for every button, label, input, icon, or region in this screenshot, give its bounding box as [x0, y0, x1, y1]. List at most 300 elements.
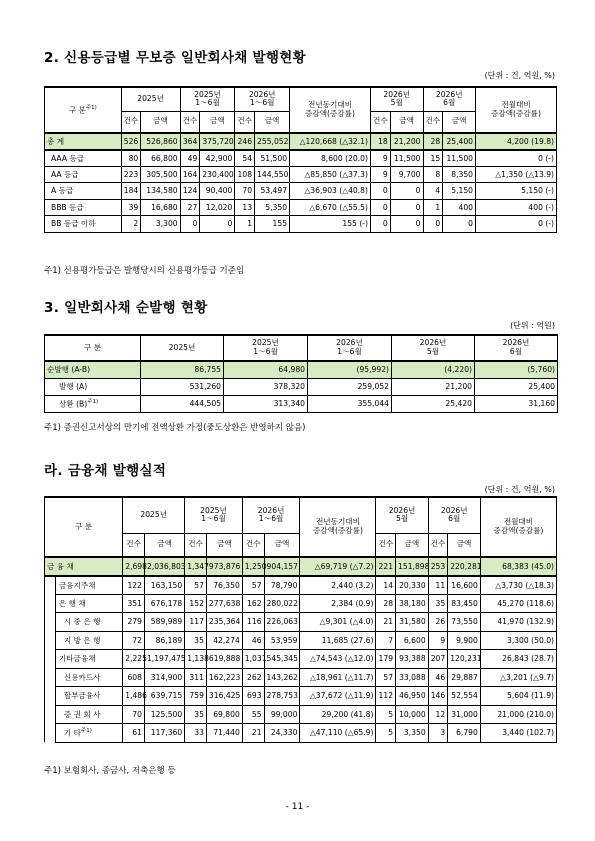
header-count: 건수	[242, 533, 264, 557]
count-cell: 35	[428, 594, 448, 613]
mom-change-cell	[476, 199, 557, 216]
yoy-change-cell-rate: (△12.0)	[344, 654, 374, 664]
mom-change-cell	[476, 150, 557, 167]
amount-cell: 69,800	[206, 705, 242, 724]
section-ra-title: 라. 금융채 발행실적	[44, 463, 167, 479]
row-label	[55, 631, 122, 650]
value-cell: 313,340	[224, 395, 308, 412]
mom-change-cell-amount: 4,200	[506, 136, 529, 146]
amount-cell: 0	[390, 199, 423, 216]
amount-cell: 280,022	[264, 594, 300, 613]
yoy-change-cell-rate: (△32.1)	[339, 136, 368, 146]
header-count: 건수	[123, 533, 145, 557]
table-row	[45, 183, 557, 200]
header-amount: 금액	[443, 111, 476, 133]
yoy-change-cell	[300, 650, 376, 669]
mom-change-cell-amount: 0	[538, 219, 543, 229]
mom-change-cell	[480, 687, 556, 706]
yoy-change-cell	[290, 150, 371, 167]
value-cell: 64,980	[224, 361, 308, 378]
amount-cell: 11,500	[390, 150, 423, 167]
header-amount: 금액	[390, 111, 423, 133]
indent-spacer	[45, 631, 56, 650]
row-label-text: 금융지주채	[58, 580, 96, 590]
mom-change-cell-amount: △3,730	[495, 580, 523, 590]
amount-cell: 155	[255, 216, 290, 233]
mom-change-cell-amount: 21,000	[497, 709, 524, 719]
yoy-change-cell-rate: (3.2)	[355, 580, 374, 590]
row-label	[55, 613, 122, 632]
mom-change-cell-amount: 68,383	[502, 561, 529, 571]
row-label-text: 순발행 (A-B)	[47, 365, 91, 375]
amount-cell: 125,500	[144, 705, 184, 724]
count-cell: 1	[235, 216, 255, 233]
yoy-change-cell	[290, 216, 371, 233]
yoy-change-cell-amount: 29,200	[321, 709, 349, 719]
amount-cell: 163,150	[144, 576, 184, 595]
amount-cell: 53,959	[264, 631, 300, 650]
table-row	[45, 395, 558, 412]
header-2025: 2025년	[141, 335, 224, 361]
mom-change-cell-amount: 3,440	[502, 728, 524, 738]
yoy-change-cell	[300, 594, 376, 613]
header-yoy: 전년동기대비 증감액(증감률)	[300, 497, 376, 557]
table-row	[45, 631, 557, 650]
amount-cell: 235,364	[206, 613, 242, 632]
header-2026-may: 2026년 5월	[392, 335, 475, 361]
count-cell: 0	[370, 199, 390, 216]
header-count: 건수	[428, 533, 448, 557]
count-cell: 15	[423, 150, 443, 167]
header-2026-jun: 2026년 6월	[423, 87, 476, 111]
count-cell: 33	[185, 724, 207, 743]
yoy-change-cell-amount: △6,670	[309, 202, 337, 212]
count-cell: 26	[428, 613, 448, 632]
table-row	[45, 576, 557, 595]
count-cell: 184	[121, 183, 141, 200]
header-2026-h1: 2026년 1～6월	[235, 87, 290, 111]
count-cell: 3	[428, 724, 448, 743]
amount-cell: 0	[390, 216, 423, 233]
mom-change-cell-amount: 5,604	[506, 691, 529, 701]
amount-cell: 6,600	[396, 631, 429, 650]
yoy-change-cell	[290, 199, 371, 216]
count-cell: 526	[121, 133, 141, 150]
row-label-text: 금 융 채	[47, 561, 74, 571]
table-row	[45, 724, 557, 743]
count-cell: 11	[428, 576, 448, 595]
header-count: 건수	[180, 111, 200, 133]
indent-spacer	[45, 724, 56, 743]
amount-cell: 134,580	[141, 183, 180, 200]
yoy-change-cell-rate: (-)	[359, 219, 368, 229]
amount-cell: 71,440	[206, 724, 242, 743]
amount-cell: 314,900	[144, 668, 184, 687]
amount-cell: 316,425	[206, 687, 242, 706]
count-cell: 122	[123, 576, 145, 595]
count-cell: 13	[235, 199, 255, 216]
yoy-change-cell	[300, 668, 376, 687]
value-cell: 86,755	[141, 361, 224, 378]
count-cell: 46	[428, 668, 448, 687]
amount-cell: 589,989	[144, 613, 184, 632]
row-label: A 등급	[45, 183, 122, 200]
amount-cell: 51,500	[255, 150, 290, 167]
count-cell: 364	[180, 133, 200, 150]
table-row	[45, 668, 557, 687]
table-row	[45, 650, 557, 669]
yoy-change-cell-amount: 11,685	[321, 635, 349, 645]
yoy-change-cell-amount: 2,440	[331, 580, 354, 590]
amount-cell: 120,231	[448, 650, 481, 669]
amount-cell: 53,497	[255, 183, 290, 200]
count-cell: 0	[180, 216, 200, 233]
mom-change-cell	[480, 594, 556, 613]
section-2-title: 2. 신용등급별 무보증 일반회사채 발행현황	[44, 50, 306, 66]
table-row	[45, 613, 557, 632]
yoy-change-cell-rate: (△4.0)	[349, 617, 374, 627]
count-cell: 2,698	[123, 557, 145, 576]
mom-change-cell	[476, 166, 557, 183]
section-3-title: 3. 일반회사채 순발행 현황	[44, 300, 208, 316]
value-cell: (4,220)	[392, 361, 475, 378]
value-cell: 31,160	[475, 395, 558, 412]
mom-change-cell-rate: (-)	[545, 153, 554, 163]
yoy-change-cell-rate: (△40.8)	[339, 186, 368, 196]
row-label: 총 계	[45, 133, 122, 150]
amount-cell: 8,350	[443, 166, 476, 183]
mom-change-cell	[480, 557, 556, 576]
count-cell: 1,031	[242, 650, 264, 669]
value-cell: (95,992)	[308, 361, 392, 378]
amount-cell: 38,180	[396, 594, 429, 613]
amount-cell: 42,274	[206, 631, 242, 650]
count-cell: 164	[180, 166, 200, 183]
table-row	[45, 378, 558, 395]
mom-change-cell-rate: (28.7)	[531, 654, 554, 664]
count-cell: 7	[376, 631, 396, 650]
amount-cell: 526,860	[141, 133, 180, 150]
count-cell: 55	[242, 705, 264, 724]
amount-cell: 220,281	[448, 557, 481, 576]
header-amount: 금액	[206, 533, 242, 557]
amount-cell: 16,600	[448, 576, 481, 595]
amount-cell: 76,350	[206, 576, 242, 595]
amount-cell: 90,400	[200, 183, 235, 200]
value-cell: 259,052	[308, 378, 392, 395]
amount-cell: 0	[443, 216, 476, 233]
amount-cell: 99,000	[264, 705, 300, 724]
yoy-change-cell-amount: 8,600	[320, 153, 343, 163]
mom-change-cell	[480, 576, 556, 595]
section-3-note: 주1) 증권신고서상의 만기에 전액상환 가정(중도상환은 반영하지 않음)	[44, 423, 306, 433]
amount-cell: 66,800	[141, 150, 180, 167]
amount-cell: 6,790	[448, 724, 481, 743]
mom-change-cell-rate: (50.0)	[531, 635, 554, 645]
mom-change-cell-rate: (△9.7)	[530, 672, 554, 682]
row-label-text: 기타금융채	[58, 654, 96, 664]
count-cell: 221	[376, 557, 396, 576]
row-label	[45, 395, 141, 412]
count-cell: 759	[185, 687, 207, 706]
header-gubun: 구 분	[45, 335, 141, 361]
amount-cell: 83,450	[448, 594, 481, 613]
mom-change-cell-amount: △1,350	[495, 169, 523, 179]
yoy-change-cell-amount: △9,301	[319, 617, 348, 627]
count-cell: 223	[121, 166, 141, 183]
yoy-change-cell	[290, 133, 371, 150]
table-row	[45, 361, 558, 378]
row-label	[55, 576, 122, 595]
yoy-change-cell-amount: 2,384	[331, 598, 354, 608]
section-2-note: 주1) 신용평가등급은 발행당시의 신용평가등급 기준임	[44, 266, 245, 276]
mom-change-cell	[480, 724, 556, 743]
row-label-text: 발행 (A)	[59, 382, 88, 391]
header-amount: 금액	[200, 111, 235, 133]
net-issuance-table	[44, 334, 558, 413]
count-cell: 21	[242, 724, 264, 743]
amount-cell: 0	[390, 183, 423, 200]
yoy-change-cell-amount: △36,903	[304, 186, 337, 196]
mom-change-cell-amount: 26,843	[502, 654, 529, 664]
yoy-change-cell	[300, 557, 376, 576]
count-cell: 70	[235, 183, 255, 200]
count-cell: 49	[180, 150, 200, 167]
table-row	[45, 557, 557, 576]
header-gubun: 구 분	[45, 497, 123, 557]
count-cell: 21	[376, 613, 396, 632]
mom-change-cell-rate: (118.6)	[526, 598, 554, 608]
count-cell: 1	[423, 199, 443, 216]
mom-change-cell-rate: (45.0)	[531, 561, 554, 571]
count-cell: 108	[235, 166, 255, 183]
amount-cell: 117,360	[144, 724, 184, 743]
amount-cell: 9,700	[390, 166, 423, 183]
yoy-change-cell	[300, 724, 376, 743]
count-cell: 2	[121, 216, 141, 233]
table-row	[45, 199, 557, 216]
count-cell: 1,347	[185, 557, 207, 576]
indent-spacer	[45, 705, 56, 724]
indent-spacer	[45, 576, 56, 595]
header-2026-may: 2026년 5월	[370, 87, 423, 111]
amount-cell: 10,000	[396, 705, 429, 724]
amount-cell: 230,400	[200, 166, 235, 183]
mom-change-cell-amount: 45,270	[497, 598, 524, 608]
value-cell: (5,760)	[475, 361, 558, 378]
header-amount: 금액	[141, 111, 180, 133]
count-cell: 9	[428, 631, 448, 650]
amount-cell: 255,052	[255, 133, 290, 150]
yoy-change-cell	[290, 166, 371, 183]
indent-spacer	[45, 650, 56, 669]
mom-change-cell-rate: (19.8)	[531, 136, 554, 146]
count-cell: 253	[428, 557, 448, 576]
section-2-unit: (단위 : 건, 억원, %)	[484, 71, 555, 80]
amount-cell: 3,300	[141, 216, 180, 233]
header-count: 건수	[423, 111, 443, 133]
row-label-text: 지 방 은 행	[63, 635, 101, 645]
header-2025-h1: 2025년 1～6월	[224, 335, 308, 361]
amount-cell: 973,876	[206, 557, 242, 576]
yoy-change-cell	[300, 687, 376, 706]
value-cell: 25,420	[392, 395, 475, 412]
count-cell: 80	[121, 150, 141, 167]
header-mom: 전월대비 증감액(증감률)	[480, 497, 556, 557]
count-cell: 693	[242, 687, 264, 706]
value-cell: 355,044	[308, 395, 392, 412]
row-label	[45, 378, 141, 395]
header-gubun: 구 분$^{주1)}$	[45, 87, 122, 133]
row-label-text: 기 타	[63, 729, 81, 739]
mom-change-cell-amount: 0	[538, 153, 543, 163]
amount-cell: 375,720	[200, 133, 235, 150]
count-cell: 1,138	[185, 650, 207, 669]
section-3-unit: (단위 : 억원)	[510, 321, 555, 330]
yoy-change-cell	[300, 613, 376, 632]
yoy-change-cell	[290, 183, 371, 200]
yoy-change-cell	[300, 576, 376, 595]
header-count: 건수	[376, 533, 396, 557]
row-label-text: 증 권 회 사	[63, 709, 101, 719]
amount-cell: 20,330	[396, 576, 429, 595]
mom-change-cell-rate: (-)	[545, 219, 554, 229]
amount-cell: 151,898	[396, 557, 429, 576]
amount-cell: 5,350	[255, 199, 290, 216]
header-2026-jun: 2026년 6월	[475, 335, 558, 361]
count-cell: 70	[123, 705, 145, 724]
count-cell: 1,250	[242, 557, 264, 576]
mom-change-cell-amount: 41,970	[497, 617, 524, 627]
yoy-change-cell-amount: △85,850	[304, 169, 337, 179]
row-label: AAA 등급	[45, 150, 122, 167]
amount-cell: 143,262	[264, 668, 300, 687]
row-label-text: 시 중 은 행	[63, 617, 101, 627]
header-yoy: 전년동기대비 증감액(증감률)	[290, 87, 371, 133]
row-label	[55, 724, 122, 743]
count-cell: 608	[123, 668, 145, 687]
value-cell: 21,200	[392, 378, 475, 395]
amount-cell: 1,197,475	[144, 650, 184, 669]
amount-cell: 545,345	[264, 650, 300, 669]
footnote-mark: 주1)	[87, 399, 99, 406]
row-label	[45, 557, 123, 576]
count-cell: 54	[235, 150, 255, 167]
mom-change-cell-rate: (132.9)	[526, 617, 554, 627]
amount-cell: 5,150	[443, 183, 476, 200]
count-cell: 351	[123, 594, 145, 613]
header-count: 건수	[185, 533, 207, 557]
amount-cell: 46,950	[396, 687, 429, 706]
count-cell: 146	[428, 687, 448, 706]
yoy-change-cell-amount: △47,110	[309, 728, 343, 738]
row-label: AA 등급	[45, 166, 122, 183]
row-label	[55, 668, 122, 687]
amount-cell: 21,200	[390, 133, 423, 150]
financial-bond-issuance-table	[44, 496, 557, 743]
page-number: - 11 -	[285, 802, 310, 812]
header-count: 건수	[370, 111, 390, 133]
header-2026-h1: 2026년 1～6월	[242, 497, 300, 533]
amount-cell: 29,887	[448, 668, 481, 687]
count-cell: 35	[185, 631, 207, 650]
amount-cell: 277,638	[206, 594, 242, 613]
count-cell: 8	[423, 166, 443, 183]
count-cell: 116	[242, 613, 264, 632]
yoy-change-cell	[300, 631, 376, 650]
mom-change-cell-rate: (-)	[545, 202, 554, 212]
count-cell: 246	[235, 133, 255, 150]
count-cell: 4	[423, 183, 443, 200]
count-cell: 61	[123, 724, 145, 743]
header-amount: 금액	[264, 533, 300, 557]
section-ra-note: 주1) 보험회사, 종금사, 저축은행 등	[44, 766, 176, 776]
amount-cell: 12,020	[200, 199, 235, 216]
amount-cell: 619,888	[206, 650, 242, 669]
table-row	[45, 687, 557, 706]
mom-change-cell-rate: (11.9)	[531, 691, 554, 701]
count-cell: 27	[180, 199, 200, 216]
header-mom: 전월대비 증감액(증감률)	[476, 87, 557, 133]
row-label: BBB 등급	[45, 199, 122, 216]
mom-change-cell	[480, 668, 556, 687]
yoy-change-cell-amount: △69,719	[314, 561, 348, 571]
row-label	[55, 594, 122, 613]
table-row	[45, 705, 557, 724]
table-row	[45, 166, 557, 183]
yoy-change-cell-rate: (△11.7)	[344, 672, 374, 682]
count-cell: 35	[185, 705, 207, 724]
header-amount: 금액	[255, 111, 290, 133]
count-cell: 9	[370, 166, 390, 183]
mom-change-cell-rate: (210.0)	[526, 709, 554, 719]
row-label	[55, 650, 122, 669]
value-cell: 531,260	[141, 378, 224, 395]
yoy-change-cell-amount: 155	[342, 219, 357, 229]
count-cell: 39	[121, 199, 141, 216]
amount-cell: 52,554	[448, 687, 481, 706]
yoy-change-cell-amount: △74,543	[309, 654, 343, 664]
count-cell: 152	[185, 594, 207, 613]
header-2025-h1: 2025년 1～6월	[180, 87, 235, 111]
row-label-text: 할부금융사	[63, 691, 101, 701]
header-amount: 금액	[448, 533, 481, 557]
count-cell: 162	[242, 594, 264, 613]
yoy-change-cell-rate: (20.0)	[345, 153, 368, 163]
yoy-change-cell-rate: (△55.5)	[339, 202, 368, 212]
credit-rating-issuance-table	[44, 86, 557, 233]
row-label-text: 은 행 채	[58, 598, 86, 608]
table-row	[45, 133, 557, 150]
yoy-change-cell-amount: △37,672	[309, 691, 343, 701]
yoy-change-cell-rate: (41.8)	[350, 709, 374, 719]
amount-cell: 3,350	[396, 724, 429, 743]
header-2026-jun: 2026년 6월	[428, 497, 480, 533]
header-count: 건수	[235, 111, 255, 133]
amount-cell: 78,790	[264, 576, 300, 595]
yoy-change-cell-rate: (△7.2)	[349, 561, 374, 571]
amount-cell: 86,189	[144, 631, 184, 650]
amount-cell: 226,063	[264, 613, 300, 632]
row-label	[45, 361, 141, 378]
count-cell: 207	[428, 650, 448, 669]
amount-cell: 93,388	[396, 650, 429, 669]
count-cell: 18	[370, 133, 390, 150]
amount-cell: 144,550	[255, 166, 290, 183]
count-cell: 57	[185, 576, 207, 595]
count-cell: 112	[376, 687, 396, 706]
mom-change-cell-amount: △3,201	[500, 672, 528, 682]
